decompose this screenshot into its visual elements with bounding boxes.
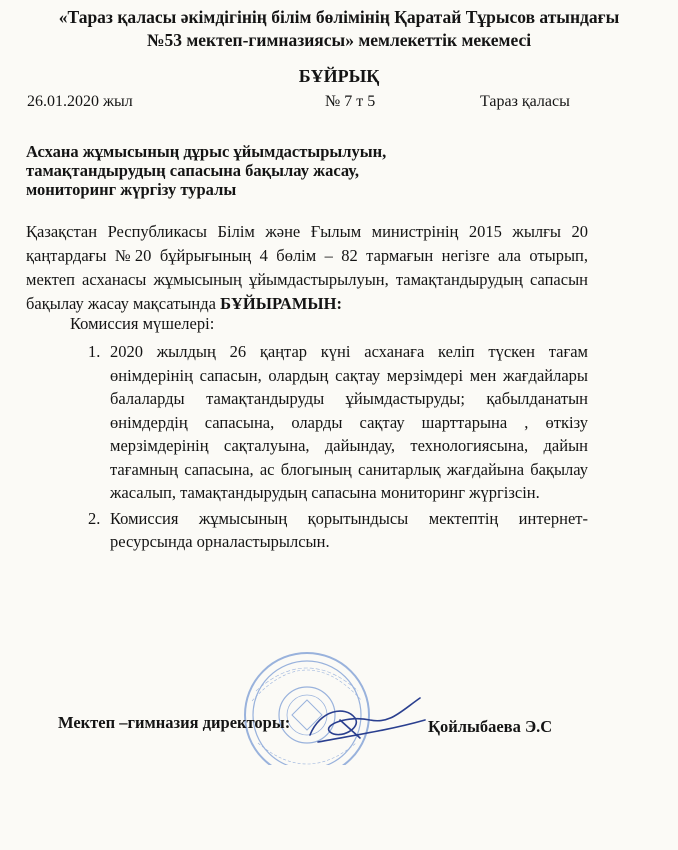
order-number: № 7 т 5 bbox=[325, 93, 376, 110]
preamble-line: бақылау жасау мақсатында bbox=[26, 294, 216, 313]
order-city: Тараз қаласы bbox=[480, 93, 570, 110]
subject-line: тамақтандырудың сапасына бақылау жасау, bbox=[26, 161, 359, 180]
preamble-line-final bbox=[26, 292, 588, 316]
item-number: 1. bbox=[88, 342, 101, 361]
order-preamble bbox=[26, 220, 588, 316]
commission-label: Комиссия мүшелері: bbox=[70, 314, 215, 333]
header-line-1: «Тараз қаласы әкімдігінің білім бөлімінің Қаратай Тұрысов атындағы bbox=[58, 7, 620, 27]
list-item bbox=[80, 507, 588, 554]
institution-header bbox=[20, 6, 658, 52]
list-item bbox=[80, 340, 588, 505]
preamble-line: мектеп асханасы жұмысының ұйымдастырылуын, тамақтандырудың сапасын bbox=[26, 270, 588, 289]
order-date: 26.01.2020 жыл bbox=[27, 93, 133, 110]
director-name: Қойлыбаева Э.С bbox=[428, 717, 553, 736]
director-title: Мектеп –гимназия директоры: bbox=[58, 713, 291, 732]
document-title: БҰЙРЫҚ bbox=[298, 66, 380, 86]
subject-line: Асхана жұмысының дұрыс ұйымдастырылуын, bbox=[26, 142, 387, 161]
order-word: БҰЙЫРАМЫН: bbox=[220, 294, 342, 313]
header-line-2: №53 мектеп-гимназиясы» мемлекеттік мекемесі bbox=[146, 30, 532, 50]
preamble-line: Қазақстан Республикасы Білім және Ғылым министрінің 2015 жылғы 20 bbox=[26, 222, 588, 241]
item-text: 2020 жылдың 26 қаңтар күні асханаға келіп түскен тағам өнімдерінің сапасын, олардың сақтау мерзімдері мен жағдайлары балаларды тамақтандыруды ұйымдастыруды; қабылданатын өнімдердің сапасына, оларды сақтау шарттарына , өткізу мерзімдерінің сақталуына, дайындау, технологиясына, дайын тағамның сапасына, ас блогының санитарлық жағдайына бақылау жасалып, тамақтандырудың сапасына мониторинг жүргізсін. bbox=[110, 342, 588, 502]
subject-line: мониторинг жүргізу туралы bbox=[26, 180, 237, 199]
item-number: 2. bbox=[88, 508, 101, 528]
order-items-list bbox=[80, 340, 588, 556]
item-text: Комиссия жұмысының қорытындысы мектептің интернет-ресурсында орналастырылсын. bbox=[110, 508, 588, 551]
director-signature bbox=[300, 690, 430, 750]
order-subject bbox=[26, 142, 446, 199]
preamble-line: қаңтардағы №20 бұйрығының 4 бөлім – 82 тармағын негізге ала отырып, bbox=[26, 246, 588, 265]
